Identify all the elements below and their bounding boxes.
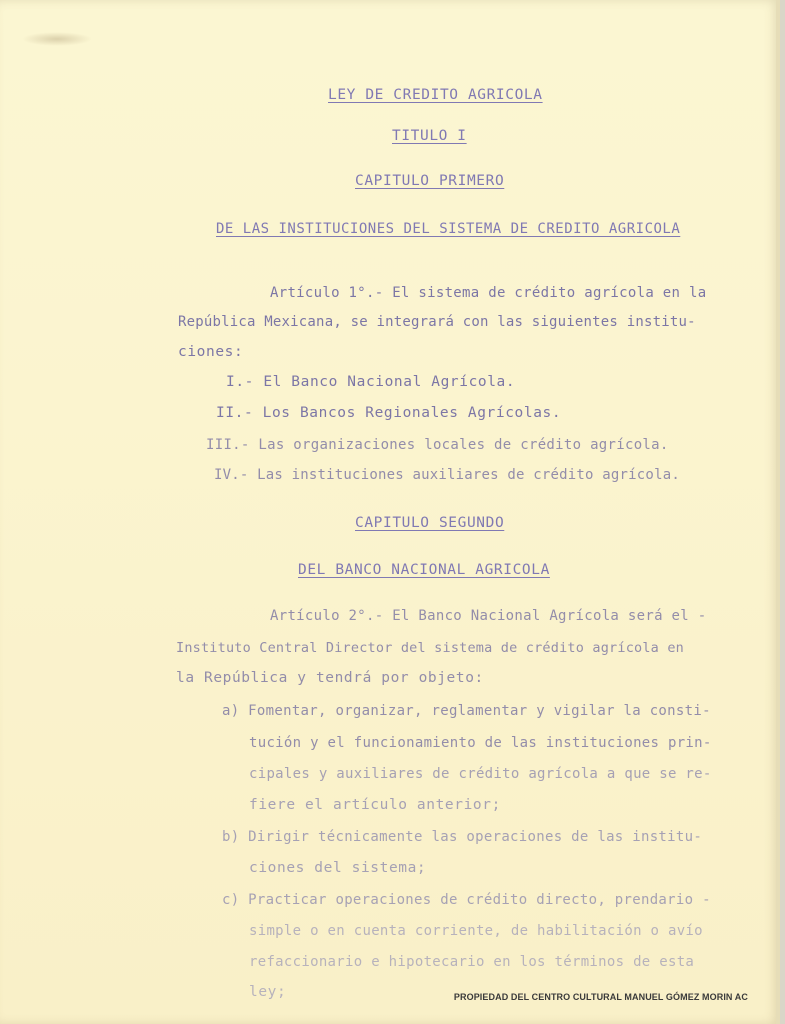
article1-item: II.- Los Bancos Regionales Agrícolas. <box>216 405 562 421</box>
titulo-heading: TITULO I <box>392 128 467 144</box>
article1-item: IV.- Las instituciones auxiliares de crédito agrícola. <box>214 467 680 483</box>
article2-item: b) Dirigir técnicamente las operaciones de las institu- <box>222 829 703 845</box>
article2-item: a) Fomentar, organizar, reglamentar y vigilar la consti- <box>222 703 711 719</box>
article2-item: cipales y auxiliares de crédito agrícola a que se re- <box>249 766 712 782</box>
article2-item: tución y el funcionamiento de las instituciones prin- <box>249 735 712 751</box>
chapter2-heading: CAPITULO SEGUNDO <box>355 515 505 531</box>
document-title: LEY DE CREDITO AGRICOLA <box>328 87 543 103</box>
article2-item: ley; <box>249 984 287 1000</box>
article1-item: III.- Las organizaciones locales de crédito agrícola. <box>206 437 669 453</box>
paper-stain <box>22 32 92 46</box>
article2-item: fiere el artículo anterior; <box>249 797 501 813</box>
chapter1-heading: CAPITULO PRIMERO <box>355 173 505 189</box>
article2-line: Instituto Central Director del sistema de crédito agrícola en <box>176 640 684 656</box>
article2-item: ciones del sistema; <box>249 860 427 876</box>
article2-line: Artículo 2°.- El Banco Nacional Agrícola será el - <box>270 608 707 624</box>
chapter1-subtitle: DE LAS INSTITUCIONES DEL SISTEMA DE CREDITO AGRICOLA <box>216 221 681 237</box>
article2-item: simple o en cuenta corriente, de habilitación o avío <box>249 923 703 939</box>
article2-item: refaccionario e hipotecario en los términos de esta <box>249 954 695 970</box>
article2-item: c) Practicar operaciones de crédito directo, prendario - <box>222 892 711 908</box>
article1-line: Artículo 1°.- El sistema de crédito agrícola en la <box>270 285 707 301</box>
article1-item: I.- El Banco Nacional Agrícola. <box>226 374 516 390</box>
article1-line: República Mexicana, se integrará con las siguientes institu- <box>178 314 696 330</box>
article1-line: ciones: <box>178 344 244 360</box>
article2-line: la República y tendrá por objeto: <box>176 670 484 686</box>
ownership-watermark: PROPIEDAD DEL CENTRO CULTURAL MANUEL GÓMEZ MORIN AC <box>453 992 748 1002</box>
chapter2-subtitle: DEL BANCO NACIONAL AGRICOLA <box>298 562 550 578</box>
